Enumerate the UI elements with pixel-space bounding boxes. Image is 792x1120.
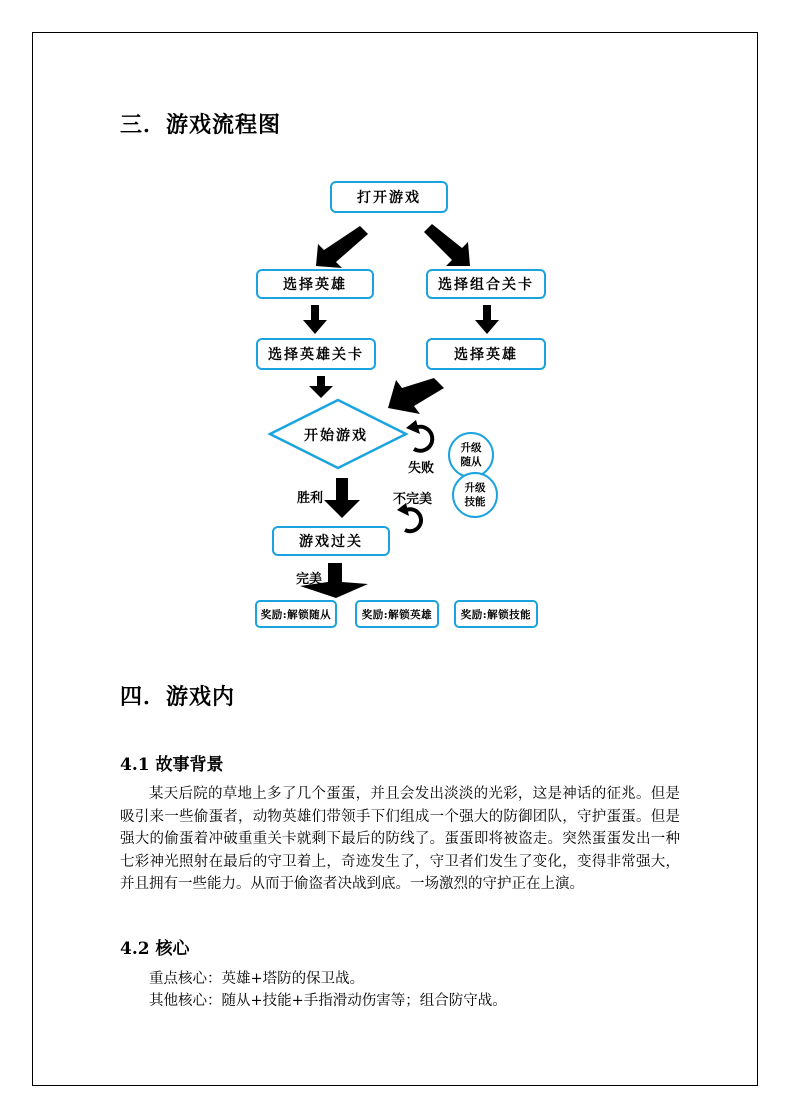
core-heading: 4.2 核心 — [120, 939, 190, 959]
select-hero-box: 选择英雄 — [256, 269, 374, 299]
imperfect-loop-icon — [397, 503, 421, 531]
upgrade-skill-label: 升级技能 — [464, 482, 486, 508]
reward-skill-box: 奖励:解锁技能 — [454, 600, 538, 628]
reward-follower-box: 奖励:解锁随从 — [255, 600, 337, 628]
imperfect-label: 不完美 — [393, 492, 433, 507]
arrow-down-1 — [303, 305, 327, 334]
begin-game-label: 开始游戏 — [304, 428, 368, 444]
select-hero-level-box: 选择英雄关卡 — [256, 338, 376, 370]
arrow-win — [324, 478, 360, 518]
level-clear-box: 游戏过关 — [272, 526, 390, 556]
start-game-box: 打开游戏 — [330, 181, 448, 213]
upgrade-skill-circle — [452, 472, 498, 518]
fail-label: 失败 — [408, 461, 435, 476]
select-hero-box-2: 选择英雄 — [426, 338, 546, 370]
upgrade-follower-label: 升级随从 — [460, 442, 482, 468]
arrow-down-3 — [309, 376, 333, 398]
fail-loop-icon — [406, 420, 432, 451]
select-combo-level-box: 选择组合关卡 — [426, 269, 546, 299]
ingame-heading: 四．游戏内 — [120, 684, 236, 710]
core-line-2: 其他核心：随从+技能+手指滑动伤害等；组合防守战。 — [149, 993, 507, 1009]
win-label: 胜利 — [297, 491, 324, 506]
arrow-to-diamond — [388, 378, 444, 414]
upgrade-follower-circle — [448, 432, 494, 478]
core-line-1: 重点核心：英雄+塔防的保卫战。 — [149, 971, 365, 987]
story-heading: 4.1 故事背景 — [120, 755, 224, 775]
story-paragraph: 某天后院的草地上多了几个蛋蛋，并且会发出淡淡的光彩，这是神话的征兆。但是吸引来一些偷蛋者，动物英雄们带领手下们组成一个强大的防御团队，守护蛋蛋。但是强大的偷蛋着冲破重重关卡就剩下最后的防线了。蛋蛋即将被盗走。突然蛋蛋发出一种七彩神光照射在最后的守卫着上，奇迹发生了，守卫者们发生了变化，变得非常强大，并且拥有一些能力。从而于偷盗者决战到底。一场激烈的守护正在上演。 — [120, 786, 680, 892]
arrow-down-left — [316, 226, 368, 268]
arrow-down-right — [424, 224, 470, 266]
flowchart-heading: 三．游戏流程图 — [120, 112, 282, 138]
arrow-down-2 — [475, 305, 499, 334]
reward-hero-box: 奖励:解锁英雄 — [355, 600, 439, 628]
perfect-label: 完美 — [296, 572, 323, 587]
